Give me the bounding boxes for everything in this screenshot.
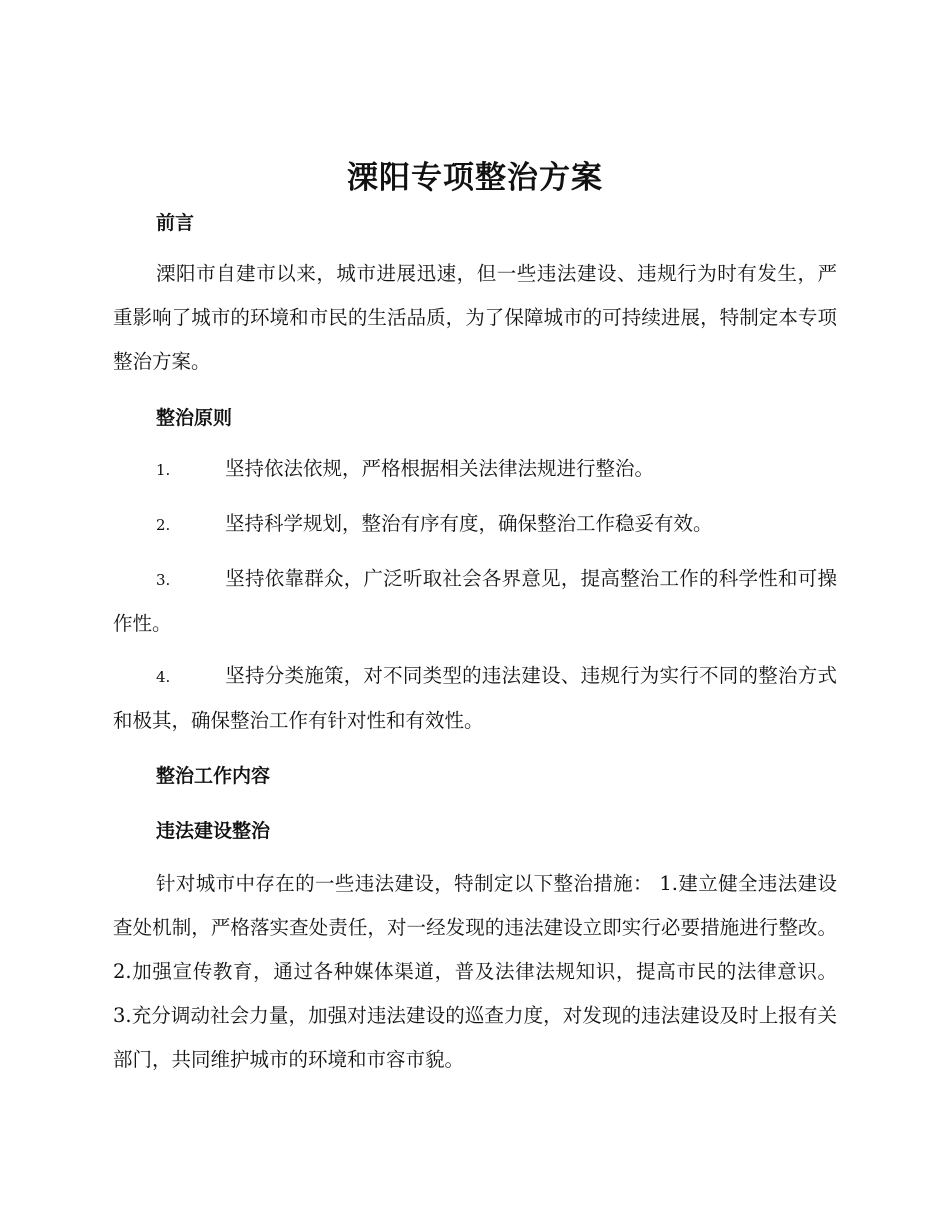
principle-item xyxy=(113,447,837,492)
list-text: 坚持依法依规，严格根据相关法律法规进行整治。 xyxy=(225,457,655,480)
list-number: 3. xyxy=(156,571,171,589)
section-heading-content: 整治工作内容 xyxy=(156,765,271,787)
list-text: 坚持依靠群众，广泛听取社会各界意见，提高整治工作的科学性和可操作性。 xyxy=(113,567,837,635)
principle-item xyxy=(113,654,837,743)
section-heading-preface: 前言 xyxy=(156,212,195,234)
principle-item xyxy=(113,502,837,547)
list-number: 1. xyxy=(156,461,171,479)
preface-paragraph: 溧阳市自建市以来，城市进展迅速，但一些违法建设、违规行为时有发生，严重影响了城市的环境和市民的生活品质，为了保障城市的可持续进展，特制定本专项整治方案。 xyxy=(113,262,837,373)
principle-item xyxy=(113,557,837,646)
section-heading-principles: 整治原则 xyxy=(156,407,233,429)
list-number: 4. xyxy=(156,668,171,686)
list-number: 2. xyxy=(156,516,171,534)
list-text: 坚持科学规划，整治有序有度，确保整治工作稳妥有效。 xyxy=(225,512,713,535)
illegal-construction-paragraph: 针对城市中存在的一些违法建设，特制定以下整治措施： 1.建立健全违法建设查处机制，严格落实查处责任，对一经发现的违法建设立即实行必要措施进行整改。 2.加强宣传教育，通过各种媒体渠道，普及法律法规知识，提高市民的法律意识。 3.充分调动社会力量，加强对违法建设的巡查力度，对发现的违法建设及时上报有关部门，共同维护城市的环境和市容市貌。 xyxy=(113,872,837,1071)
document-title: 溧阳专项整治方案 xyxy=(347,160,603,196)
list-text: 坚持分类施策，对不同类型的违法建设、违规行为实行不同的整治方式和极其，确保整治工作有针对性和有效性。 xyxy=(113,664,837,732)
section-heading-illegal-construction: 违法建设整治 xyxy=(156,820,271,842)
